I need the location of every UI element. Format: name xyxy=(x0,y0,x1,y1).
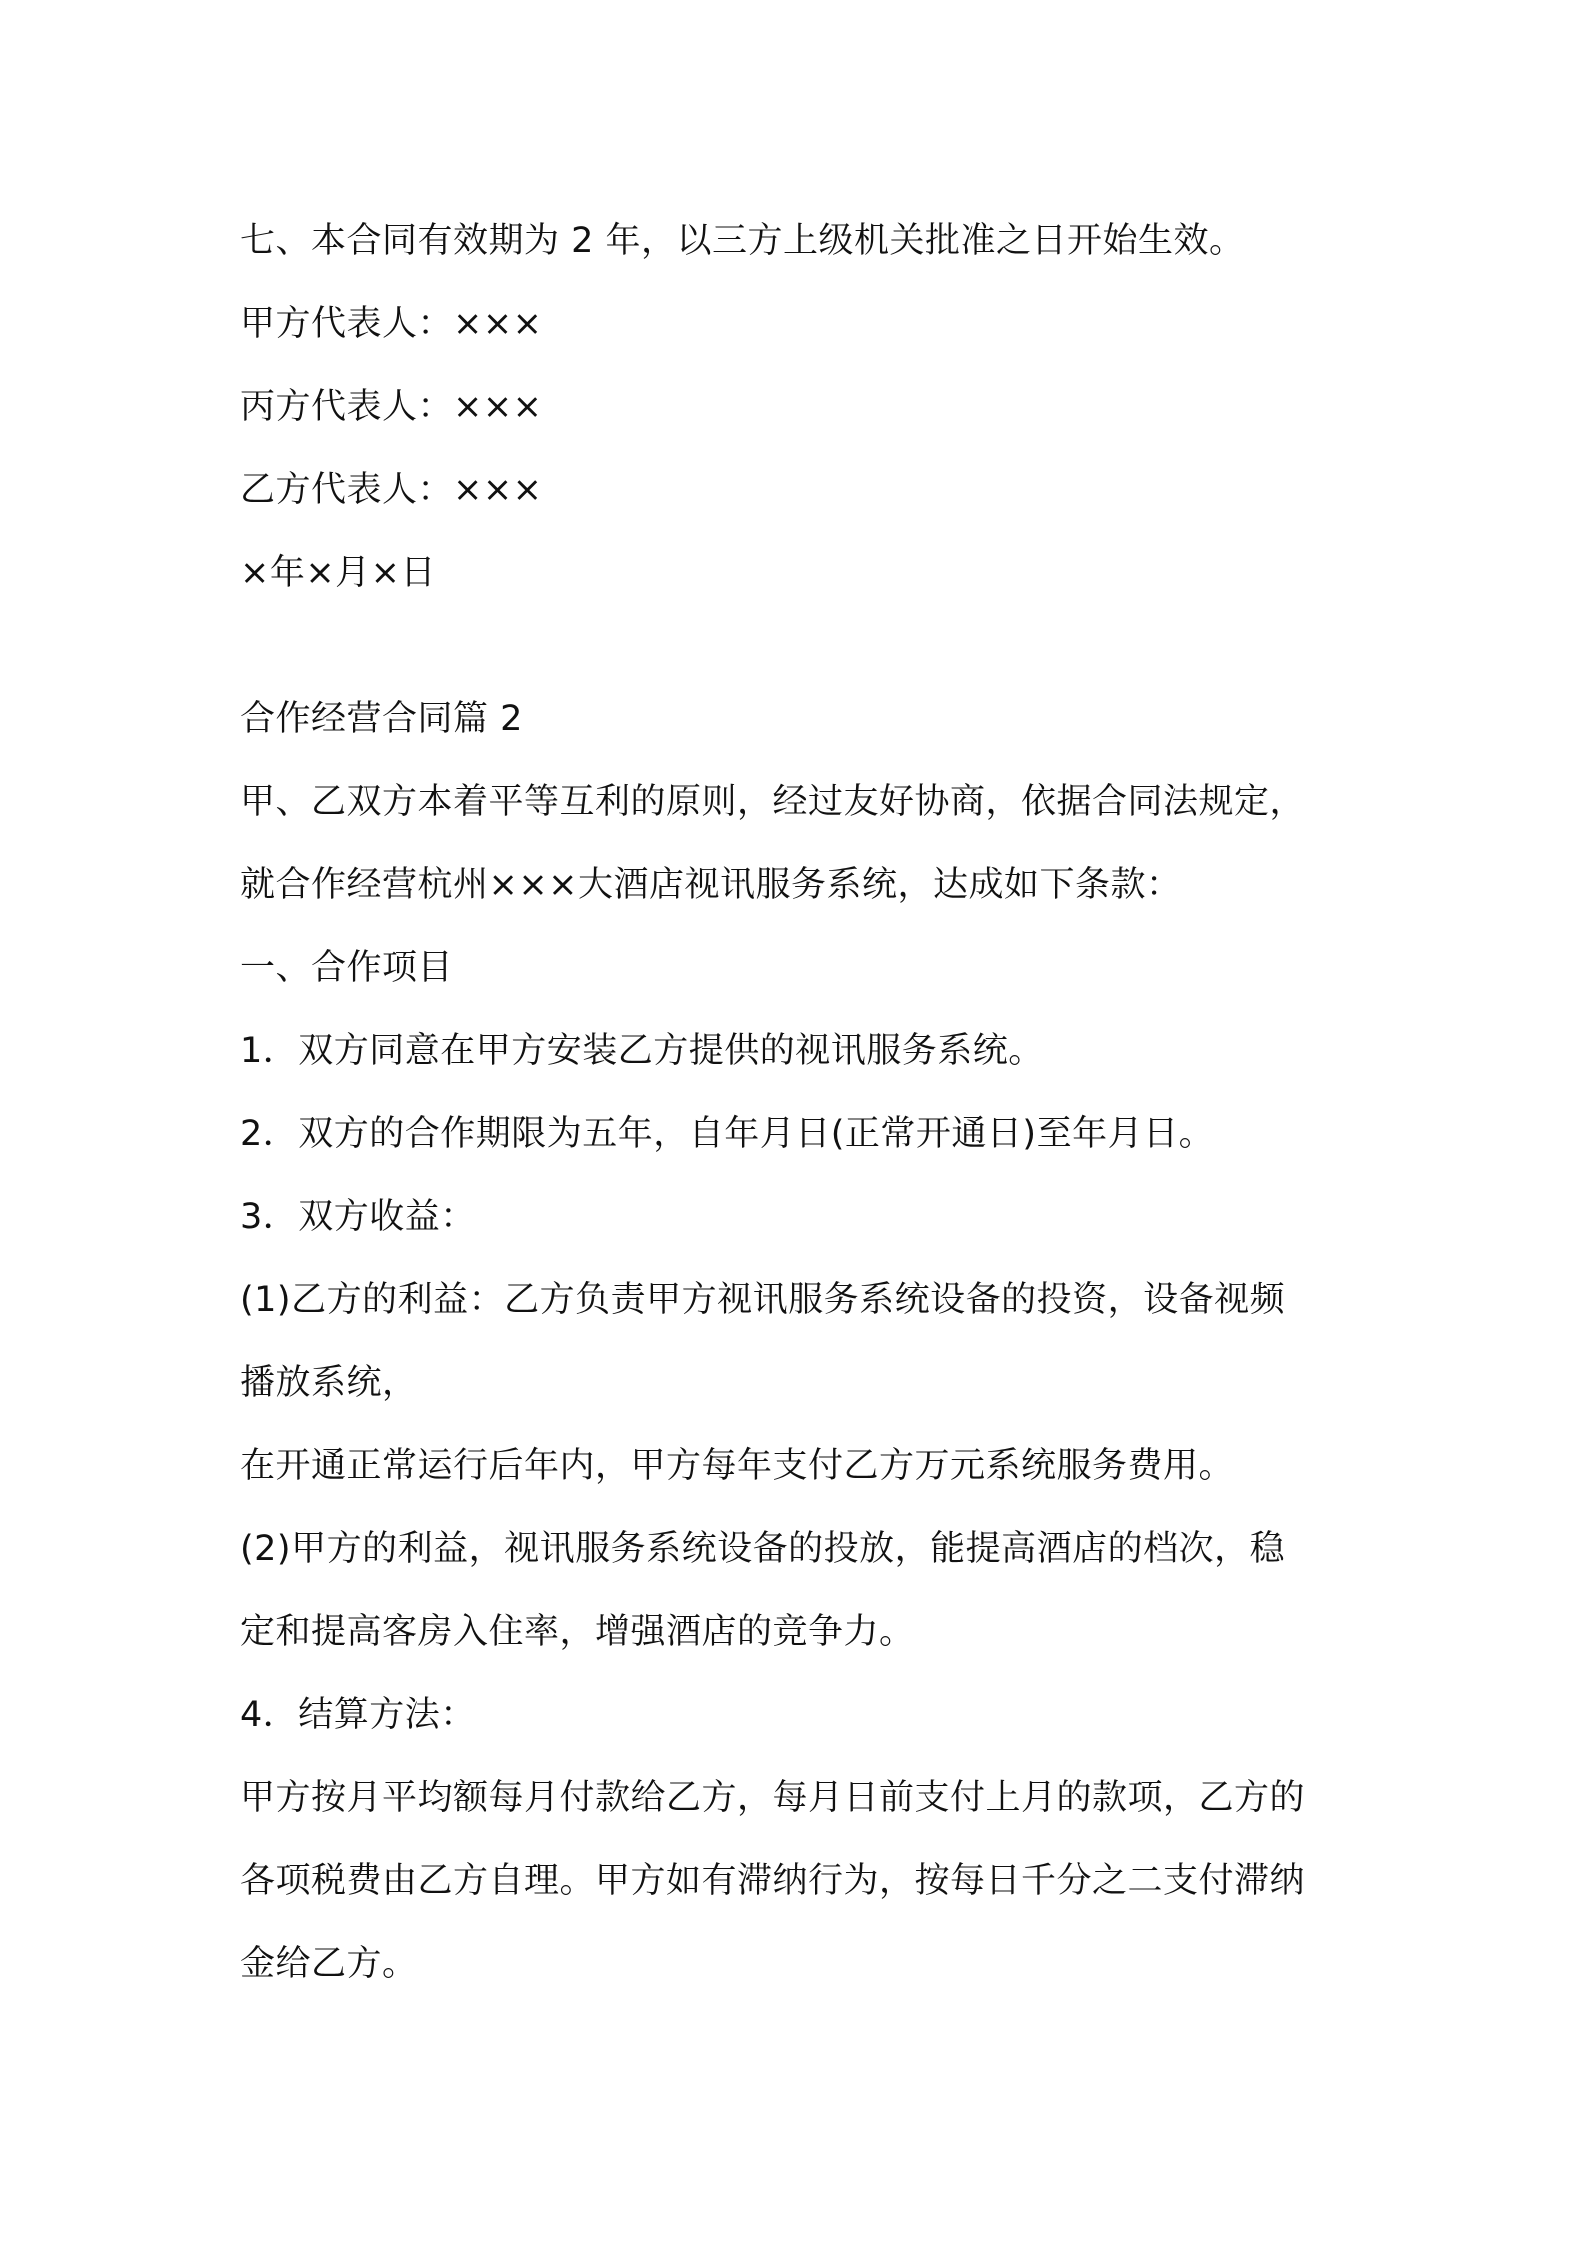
item-3: 3．双方收益： xyxy=(240,1197,476,1237)
intro-line-1: 甲、乙双方本着平等互利的原则，经过友好协商，依据合同法规定， xyxy=(240,782,1306,822)
sub-item-2-line-1: (2)甲方的利益，视讯服务系统设备的投放，能提高酒店的档次，稳 xyxy=(240,1529,1286,1569)
signing-date: ×年×月×日 xyxy=(240,553,436,593)
settlement-line-1: 甲方按月平均额每月付款给乙方，每月日前支付上月的款项，乙方的 xyxy=(240,1778,1306,1818)
document-body xyxy=(240,200,1360,2006)
party-a-representative: 甲方代表人：××× xyxy=(240,304,543,344)
sub-item-2-line-2: 定和提高客房入住率，增强酒店的竞争力。 xyxy=(240,1612,915,1652)
party-c-representative: 丙方代表人：××× xyxy=(240,387,543,427)
section-title: 合作经营合同篇 2 xyxy=(240,699,523,739)
sub-item-1-line-1: (1)乙方的利益：乙方负责甲方视讯服务系统设备的投资，设备视频 xyxy=(240,1280,1286,1320)
section-gap xyxy=(240,615,1360,678)
heading-cooperation-project: 一、合作项目 xyxy=(240,948,454,988)
settlement-line-3: 金给乙方。 xyxy=(240,1944,418,1984)
clause-7: 七、本合同有效期为 2 年，以三方上级机关批准之日开始生效。 xyxy=(240,221,1245,261)
item-2: 2．双方的合作期限为五年，自年月日(正常开通日)至年月日。 xyxy=(240,1114,1215,1154)
intro-line-2: 就合作经营杭州×××大酒店视讯服务系统，达成如下条款： xyxy=(240,865,1182,905)
item-1: 1．双方同意在甲方安装乙方提供的视讯服务系统。 xyxy=(240,1031,1044,1071)
item-4: 4．结算方法： xyxy=(240,1695,476,1735)
sub-item-1-line-2: 播放系统， xyxy=(240,1363,418,1403)
sub-item-1-line-3: 在开通正常运行后年内，甲方每年支付乙方万元系统服务费用。 xyxy=(240,1446,1235,1486)
party-b-representative: 乙方代表人：××× xyxy=(240,470,543,510)
settlement-line-2: 各项税费由乙方自理。甲方如有滞纳行为，按每日千分之二支付滞纳 xyxy=(240,1861,1306,1901)
